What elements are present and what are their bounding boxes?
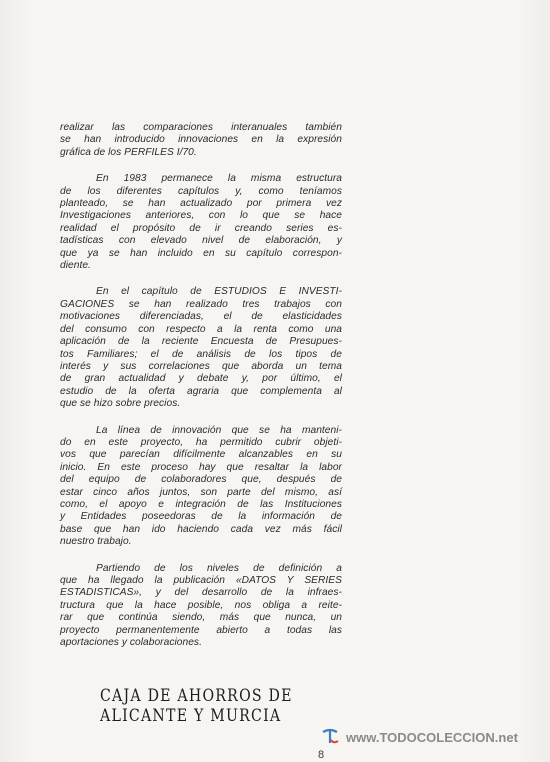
text-line: realizar las comparaciones interanuales también	[60, 122, 342, 133]
text-line: gráfica de los PERFILES I/70.	[60, 146, 197, 158]
text-line: aportaciones y colaboraciones.	[60, 637, 202, 649]
text-line: interés y sus correlaciones que aborda un tema	[60, 360, 342, 372]
text-line: que ha llegado la publicación «DATOS Y SERIES	[60, 575, 342, 586]
body-text	[60, 122, 342, 663]
text-line: aplicación de la reciente Encuesta de Presupues-	[60, 336, 342, 348]
text-line: tadísticas con elevado nivel de elaboración, y	[60, 235, 342, 247]
text-line: planteado, se han actualizado por primera vez	[60, 198, 342, 210]
text-line: de gran actualidad y debate y, por último, el	[60, 373, 342, 385]
text-line: que ya se han incluido en su capítulo correspon-	[60, 247, 342, 259]
text-line: Investigaciones anteriores, con lo que se hace	[60, 210, 342, 222]
text-line: En el capítulo de ESTUDIOS E INVESTI-	[96, 286, 342, 298]
text-line: de los diferentes capítulos y, como teníamos	[60, 185, 342, 197]
text-line: estar cinco años juntos, son parte del mismo, así	[60, 486, 342, 498]
text-line: proyecto permanentemente abierto a todas las	[60, 624, 342, 636]
watermark	[320, 727, 518, 747]
watermark-text: www.TODOCOLECCION.net	[346, 729, 518, 745]
text-line: inicio. En este proceso hay que resaltar la labor	[60, 461, 342, 473]
text-line: y Entidades poseedoras de la información de	[60, 511, 342, 523]
page-number: 8	[318, 749, 325, 761]
text-line: del equipo de colaboradores que, después de	[60, 474, 342, 486]
text-line: vos que parecían difícilmente alcanzables en su	[60, 449, 342, 461]
text-line: La línea de innovación que se ha manteni-	[96, 424, 342, 436]
text-line: Partiendo de los niveles de definición a	[96, 562, 342, 574]
text-line: estudio de la oferta agraria que complementa al	[60, 385, 342, 397]
text-line: se han introducido innovaciones en la expresión	[60, 134, 342, 146]
todocoleccion-logo-icon	[320, 727, 340, 747]
text-line: como, el apoyo e integración de las Instituciones	[60, 498, 342, 510]
paragraph	[60, 173, 342, 272]
text-line: ESTADISTICAS», y del desarrollo de la infraes-	[60, 587, 342, 599]
paragraph	[60, 563, 342, 650]
text-line: GACIONES se han realizado tres trabajos con	[60, 298, 342, 310]
text-line: motivaciones diferenciadas, el de elasticidades	[60, 311, 342, 323]
text-line: En 1983 permanece la misma estructura	[96, 173, 342, 185]
text-line: que se hizo sobre precios.	[60, 398, 181, 410]
text-line: del consumo con respecto a la renta como una	[60, 323, 342, 335]
paragraph	[60, 122, 342, 159]
text-line: nuestro trabajo.	[60, 536, 132, 548]
text-line: realidad el propósito de ir creando series es-	[60, 222, 342, 234]
text-line: rar que continúa siendo, más que nunca, un	[60, 612, 342, 624]
text-line: tos Familiares; el de análisis de los tipos de	[60, 348, 342, 360]
text-line: do en este proyecto, ha permitido cubrir objeti-	[60, 436, 342, 448]
logo-line-2: ALICANTE Y MURCIA	[100, 706, 282, 725]
paragraph	[60, 286, 342, 410]
logo-line-1: CAJA DE AHORROS DE	[100, 686, 293, 705]
text-line: base que han ido haciendo cada vez más fácil	[60, 523, 342, 535]
text-line: diente.	[60, 260, 91, 272]
paragraph	[60, 425, 342, 549]
text-line: tructura que la hace posible, nos obliga a reite-	[60, 599, 342, 611]
logo-caja-de-ahorros	[100, 686, 293, 726]
